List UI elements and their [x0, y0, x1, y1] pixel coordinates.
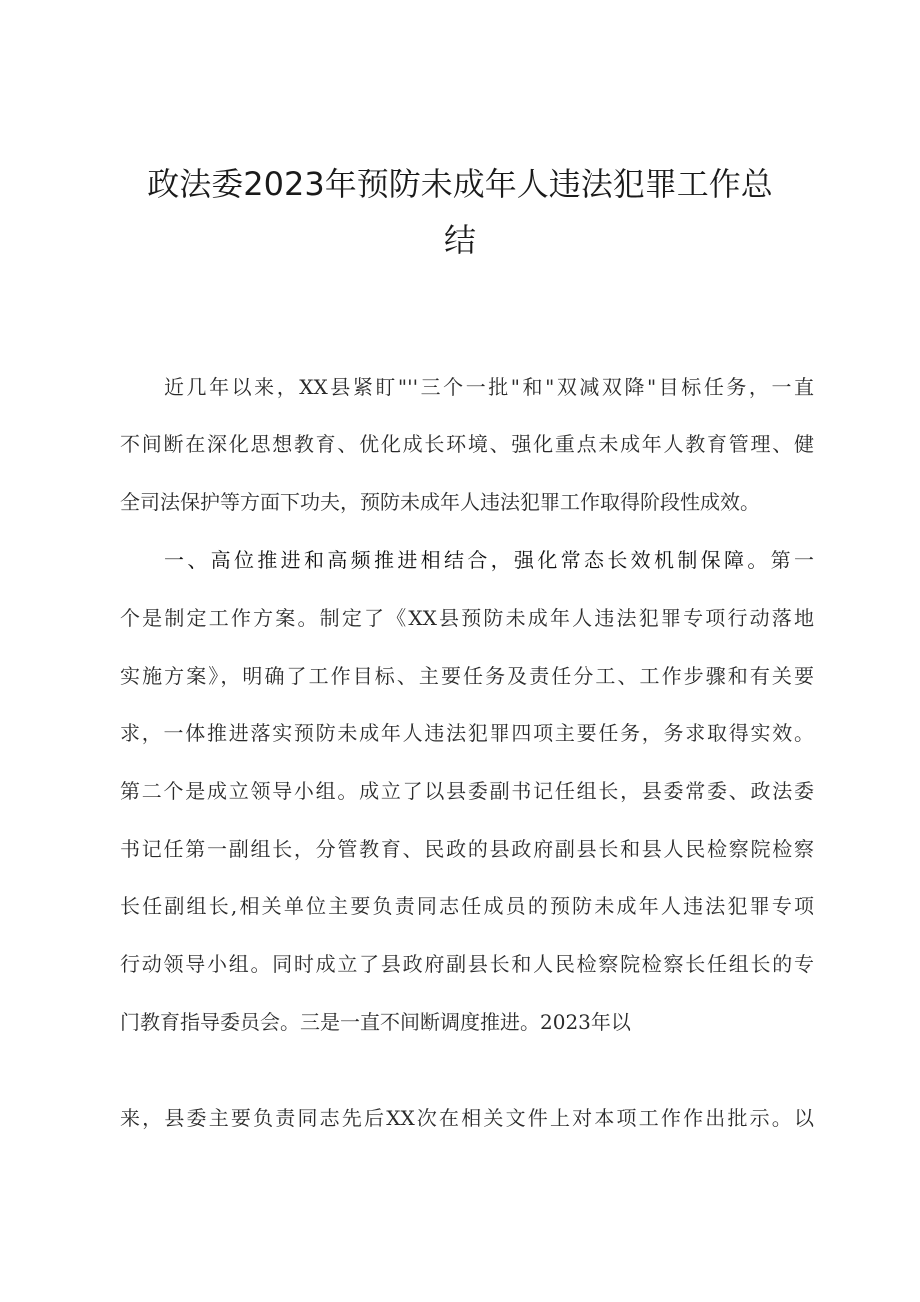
document-title-line-1: 政法委2023年预防未成年人违法犯罪工作总	[147, 165, 773, 203]
section-heading: 一、高位推进和高频推进相结合，强化常态长效机制保障。	[164, 548, 771, 572]
section-heading-tail: 第一	[770, 548, 815, 572]
paragraph-2-line-4: 求，一体推进落实预防未成年人违法犯罪四项主要任务，务求取得实效。	[120, 721, 814, 745]
paragraph-2-line-9: 门教育指导委员会。三是一直不间断调度推进。2023年以	[120, 1010, 631, 1034]
paragraph-2-line-2: 个是制定工作方案。制定了《XX县预防未成年人违法犯罪专项行动落地	[120, 606, 814, 630]
paragraph-1-line-3: 全司法保护等方面下功夫，预防未成年人违法犯罪工作取得阶段性成效。	[120, 490, 760, 514]
paragraph-2-line-7: 长任副组长,相关单位主要负责同志任成员的预防未成年人违法犯罪专项	[120, 894, 814, 918]
paragraph-2-line-1	[164, 545, 814, 575]
paragraph-2-line-3: 实施方案》，明确了工作目标、主要任务及责任分工、工作步骤和有关要	[120, 664, 814, 688]
paragraph-2-line-6: 书记任第一副组长，分管教育、民政的县政府副县长和县人民检察院检察	[120, 837, 814, 861]
paragraph-1-line-1: 近几年以来，XX县紧盯"''三个一批"和"双减双降"目标任务，一直	[164, 375, 814, 399]
paragraph-2-line-5: 第二个是成立领导小组。成立了以县委副书记任组长，县委常委、政法委	[120, 779, 814, 803]
paragraph-1-line-2: 不间断在深化思想教育、优化成长环境、强化重点未成年人教育管理、健	[120, 432, 814, 456]
document-title-line-2: 结	[443, 221, 476, 259]
paragraph-3-line-1: 来，县委主要负责同志先后XX次在相关文件上对本项工作作出批示。以	[120, 1106, 814, 1130]
paragraph-2-line-8: 行动领导小组。同时成立了县政府副县长和人民检察院检察长任组长的专	[120, 952, 814, 976]
